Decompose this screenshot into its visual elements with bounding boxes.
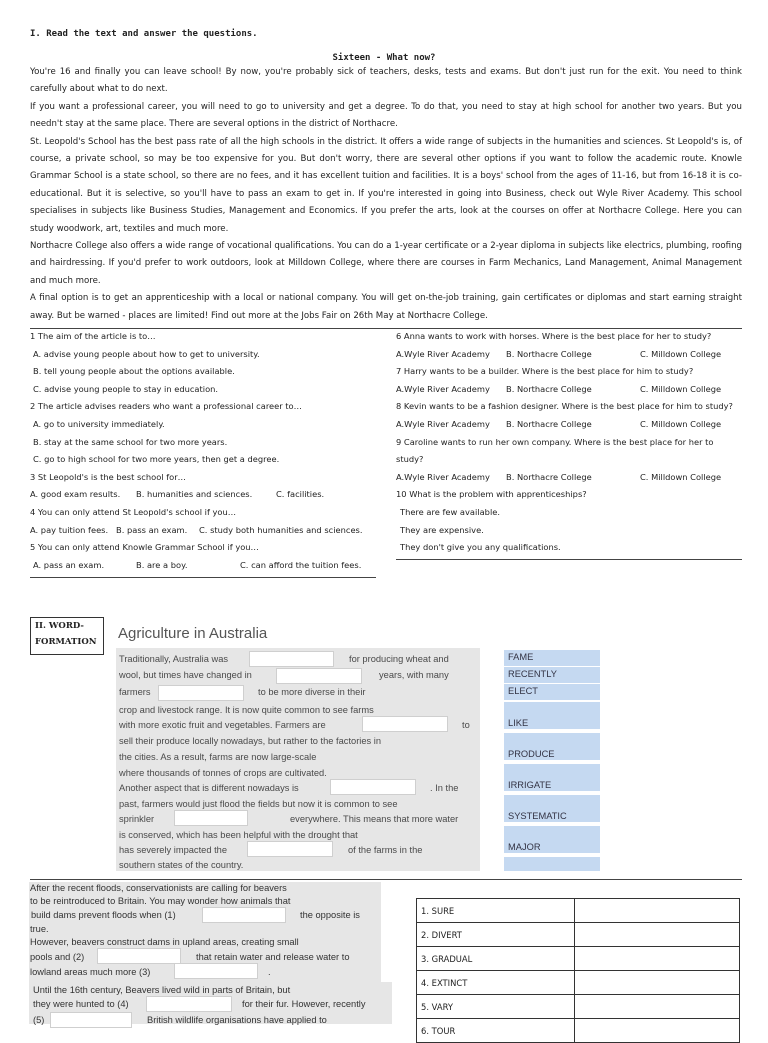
answer-gap[interactable] bbox=[97, 948, 181, 964]
text-line: sell their produce locally nowadays, but rather to the factories in bbox=[119, 736, 382, 746]
answer-option[interactable]: B. Northacre College bbox=[506, 348, 592, 359]
section-label-line: FORMATION bbox=[35, 637, 97, 647]
word-bank-item: IRRIGATE bbox=[504, 764, 600, 791]
text-line: crop and livestock range. It is now quite common to see farms bbox=[119, 705, 374, 715]
answer-gap[interactable] bbox=[146, 996, 232, 1012]
answer-gap[interactable] bbox=[247, 841, 333, 857]
divider bbox=[30, 879, 742, 880]
answer-option[interactable]: A. good exam results. bbox=[30, 489, 121, 500]
answer-option[interactable]: B. stay at the same school for two more years. bbox=[33, 436, 228, 447]
answer-option[interactable]: B. Northacre College bbox=[506, 383, 592, 394]
text-line: years, with many bbox=[379, 670, 449, 680]
word-bank-item: MAJOR bbox=[504, 826, 600, 853]
text-line: true. bbox=[30, 924, 49, 934]
questions-right bbox=[396, 328, 746, 557]
answer-option[interactable]: C. Milldown College bbox=[640, 348, 722, 359]
answer-option[interactable]: C. Milldown College bbox=[640, 383, 722, 394]
text-line: After the recent floods, conservationists are calling for beavers bbox=[30, 883, 287, 893]
question-text: 6 Anna wants to work with horses. Where is the best place for her to study? bbox=[396, 331, 712, 341]
answer-gap[interactable] bbox=[50, 1012, 132, 1028]
section-label-line: II. WORD- bbox=[35, 621, 84, 631]
answer-option[interactable]: A.Wyle River Academy bbox=[396, 383, 490, 394]
answer-gap[interactable] bbox=[202, 907, 286, 923]
word-bank-item: SYSTEMATIC bbox=[504, 795, 600, 822]
answer-row bbox=[396, 469, 746, 487]
answer-option[interactable]: A. advise young people about how to get to university. bbox=[33, 348, 260, 359]
question-text: 7 Harry wants to be a builder. Where is the best place for him to study? bbox=[396, 366, 694, 377]
exercise-box bbox=[116, 648, 480, 871]
text-line: build dams prevent floods when (1) bbox=[31, 910, 176, 920]
answer-gap[interactable] bbox=[174, 963, 258, 979]
text-line: of the farms in the bbox=[348, 845, 423, 855]
divider bbox=[30, 577, 376, 578]
paragraph: Northacre College also offers a wide range of vocational qualifications. You can do a 1-year certificate or a 2-year diploma in subjects like electrics, plumbing, roofing and hairdressing. If you'd prefer to work outdoors, look at Milldown College, where there are courses in Farm Mechanics, Land Management, Animal Management and much more. bbox=[30, 241, 742, 286]
answer-cell[interactable] bbox=[575, 995, 740, 1019]
text-line: lowland areas much more (3) bbox=[30, 967, 151, 977]
word-bank-item: FAME bbox=[504, 650, 600, 666]
text-line: the opposite is bbox=[300, 910, 360, 920]
article-title: Sixteen - What now? bbox=[332, 53, 436, 63]
answer-cell[interactable] bbox=[575, 1019, 740, 1043]
answer-option[interactable]: A.Wyle River Academy bbox=[396, 348, 490, 359]
answer-option[interactable]: C. can afford the tuition fees. bbox=[240, 559, 362, 570]
text-line: sprinkler bbox=[119, 814, 155, 824]
answer-row bbox=[30, 522, 380, 540]
text-line: to be more diverse in their bbox=[258, 687, 366, 697]
answer-gap[interactable] bbox=[249, 651, 334, 667]
table-word: 3. GRADUAL bbox=[417, 947, 575, 971]
answer-option[interactable]: B. humanities and sciences. bbox=[136, 489, 253, 500]
answer-row bbox=[396, 381, 746, 399]
answer-cell[interactable] bbox=[575, 899, 740, 923]
text-line: everywhere. This means that more water bbox=[290, 814, 459, 824]
answer-option[interactable]: They don't give you any qualifications. bbox=[400, 542, 561, 553]
text-line: pools and (2) bbox=[30, 952, 85, 962]
text-line: for their fur. However, recently bbox=[242, 999, 366, 1009]
text-line: Another aspect that is different nowadays is bbox=[119, 783, 299, 793]
answer-option[interactable]: A.Wyle River Academy bbox=[396, 418, 490, 429]
question-text: 3 St Leopold's is the best school for… bbox=[30, 471, 186, 482]
text-line: farmers bbox=[119, 687, 151, 697]
article-text bbox=[30, 64, 742, 325]
paragraph: If you want a professional career, you will need to go to university and get a degree. To do that, you need to stay at high school for another two years. But you needn't stay at the same place. There are several options in the district of Northacre. bbox=[30, 101, 742, 130]
word-bank-item bbox=[504, 857, 600, 871]
text-line: . bbox=[268, 967, 271, 977]
answer-option[interactable]: A. pass an exam. bbox=[33, 559, 105, 570]
section-label bbox=[30, 617, 104, 655]
text-line: to bbox=[462, 720, 470, 730]
exercise-title: Agriculture in Australia bbox=[118, 625, 268, 642]
answer-option[interactable]: B. tell young people about the options available. bbox=[33, 366, 235, 377]
answer-row bbox=[30, 557, 380, 575]
question-text: 2 The article advises readers who want a professional career to… bbox=[30, 401, 302, 412]
word-bank-item: LIKE bbox=[504, 702, 600, 729]
text-line: (5) bbox=[33, 1015, 45, 1025]
answer-gap[interactable] bbox=[352, 748, 438, 764]
question-text: 8 Kevin wants to be a fashion designer. Where is the best place for him to study? bbox=[396, 401, 733, 412]
question-text: 4 You can only attend St Leopold's school if you… bbox=[30, 506, 237, 517]
word-bank-item: ELECT bbox=[504, 684, 600, 700]
text-line: . In the bbox=[430, 783, 459, 793]
table-word: 4. EXTINCT bbox=[417, 971, 575, 995]
text-line: with more exotic fruit and vegetables. Farmers are bbox=[119, 720, 326, 730]
answer-option[interactable]: B. pass an exam. bbox=[116, 524, 188, 535]
answer-cell[interactable] bbox=[575, 971, 740, 995]
text-line: has severely impacted the bbox=[119, 845, 228, 855]
word-bank-item: PRODUCE bbox=[504, 733, 600, 760]
answer-option[interactable]: A. pay tuition fees. bbox=[30, 524, 109, 535]
paragraph: You're 16 and finally you can leave school! By now, you're probably sick of teachers, desks, tests and exams. But don't just run for the exit. You need to think carefully about what to do next. bbox=[30, 67, 742, 95]
question-text: study? bbox=[396, 454, 424, 465]
answer-gap[interactable] bbox=[276, 668, 362, 684]
table-word: 6. TOUR bbox=[417, 1019, 575, 1043]
answer-option[interactable]: C. Milldown College bbox=[640, 418, 722, 429]
text-line: However, beavers construct dams in upland areas, creating small bbox=[30, 937, 299, 947]
text-line: wool, but times have changed in bbox=[119, 670, 252, 680]
answer-option[interactable]: C. facilities. bbox=[276, 489, 325, 500]
answer-gap[interactable] bbox=[362, 716, 448, 732]
table-word: 5. VARY bbox=[417, 995, 575, 1019]
answer-gap[interactable] bbox=[158, 685, 244, 701]
answer-option[interactable]: C. advise young people to stay in education. bbox=[33, 383, 219, 394]
answer-row bbox=[30, 486, 380, 504]
text-line: where thousands of tonnes of crops are cultivated. bbox=[119, 768, 327, 778]
answer-row bbox=[396, 346, 746, 364]
answer-option[interactable]: They are expensive. bbox=[400, 524, 484, 535]
answer-option[interactable]: B. are a boy. bbox=[136, 559, 188, 570]
answer-gap[interactable] bbox=[330, 779, 416, 795]
answer-option[interactable]: C. go to high school for two more years, then get a degree. bbox=[33, 454, 280, 465]
table-word: 2. DIVERT bbox=[417, 923, 575, 947]
answer-gap[interactable] bbox=[174, 810, 248, 826]
questions-left bbox=[30, 328, 380, 574]
answer-option[interactable]: C. Milldown College bbox=[640, 471, 722, 482]
question-text: 5 You can only attend Knowle Grammar School if you… bbox=[30, 542, 259, 553]
answer-option[interactable]: B. Northacre College bbox=[506, 471, 592, 482]
answer-option[interactable]: A.Wyle River Academy bbox=[396, 471, 490, 482]
answer-cell[interactable] bbox=[575, 923, 740, 947]
text-line: British wildlife organisations have applied to bbox=[147, 1015, 327, 1025]
answer-option[interactable]: There are few available. bbox=[400, 506, 500, 517]
text-line: is conserved, which has been helpful with the drought that bbox=[119, 830, 358, 840]
word-table bbox=[416, 898, 740, 1043]
paragraph: St. Leopold's School has the best pass rate of all the high schools in the district. It offers a wide range of subjects in the humanities and sciences. St Leopold's is, of course, a private school, so may be too expensive for you. But don't worry, there are several other options if you want to follow the academic route. Knowle Grammar School is a state school, so there are no fees, and it has excellent tuition and facilities. It is a boys' school from the ages of 11-16, but from 16-18 it is co-educational. But it is selective, so you'll have to pass an exam to get in. If you're interested in going into Business, check out Wyle River Academy. This school specialises in subjects like Business Studies, Management and Economics. If you prefer the arts, look at the courses on offer at Northacre College. Here you can study woodwork, art, textiles and much more. bbox=[30, 136, 742, 234]
table-word: 1. SURE bbox=[417, 899, 575, 923]
text-line: the cities. As a result, farms are now large-scale bbox=[119, 752, 317, 762]
answer-row bbox=[396, 416, 746, 434]
question-text: 10 What is the problem with apprenticeships? bbox=[396, 489, 587, 500]
answer-option[interactable]: A. go to university immediately. bbox=[33, 418, 165, 429]
answer-option[interactable]: B. Northacre College bbox=[506, 418, 592, 429]
question-text: 1 The aim of the article is to… bbox=[30, 331, 156, 341]
text-line: that retain water and release water to bbox=[196, 952, 350, 962]
text-line: to be reintroduced to Britain. You may wonder how animals that bbox=[30, 896, 291, 906]
text-line: Until the 16th century, Beavers lived wild in parts of Britain, but bbox=[33, 985, 291, 995]
text-line: past, farmers would just flood the fields but now it is common to see bbox=[119, 799, 398, 809]
text-line: southern states of the country. bbox=[119, 860, 244, 870]
text-line: Traditionally, Australia was bbox=[119, 654, 229, 664]
answer-option[interactable]: C. study both humanities and sciences. bbox=[199, 524, 363, 535]
question-text: 9 Caroline wants to run her own company. Where is the best place for her to bbox=[396, 436, 714, 447]
text-line: they were hunted to (4) bbox=[33, 999, 129, 1009]
text-line: for producing wheat and bbox=[349, 654, 449, 664]
answer-cell[interactable] bbox=[575, 947, 740, 971]
paragraph: A final option is to get an apprenticeship with a local or national company. You will get on-the-job training, gain certificates or diplomas and start earning straight away. But be warned - places are limited! Find out more at the Jobs Fair on 26th May at Northacre College. bbox=[30, 293, 742, 321]
word-bank-item: RECENTLY bbox=[504, 667, 600, 683]
section-heading: I. Read the text and answer the questions. bbox=[30, 29, 258, 39]
divider bbox=[396, 559, 742, 560]
